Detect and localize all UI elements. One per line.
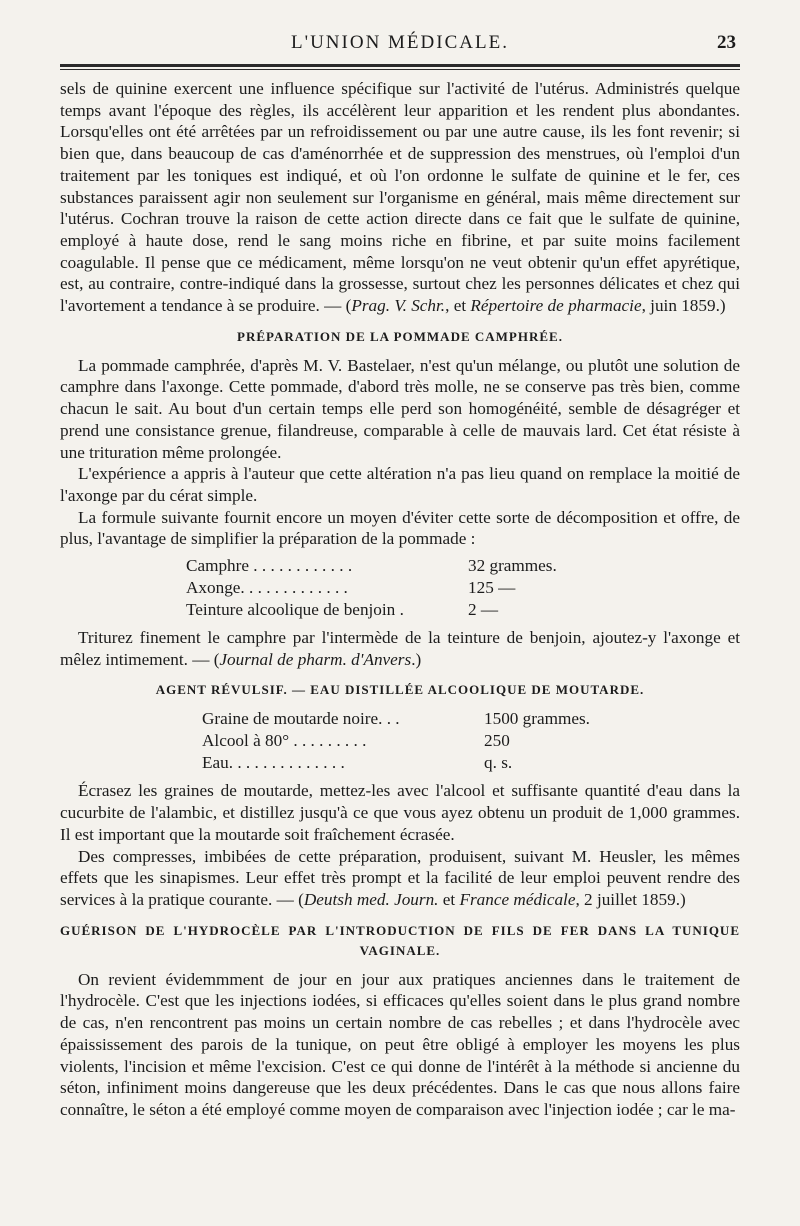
citation-source: Répertoire de pharmacie bbox=[470, 296, 642, 316]
paragraph-text: sels de quinine exercent une influence spécifique sur l'activité de l'utérus. Administrés quelque temps avant l'époque des règles, ils accélèrent leur apparition et les rendent plus abondantes. Lorsqu'elles ont été arrêtées par un refroidissement ou par une autre cause, ils les font revenir; si bien que, dans beaucoup de cas d'aménorrhée et de suppression des menstrues, où l'emploi d'un traitement par les toniques est indiqué, et où l'on ordonne le sulfate de quinine et le fer, ces substances paraissent agir non seulement sur l'organisme en général, mais même directement sur l'utérus. Cochran trouve la raison de cette action directe dans ce fait que le sulfate de quinine, employé à haute dose, rend le sang moins riche en fibrine, et par suite moins facilement coagulable. Il pense que ce médicament, même lorsqu'on ne veut obtenir qu'un effet apyrétique, est, au contraire, contre-indiqué dans la grossesse, surtout chez les personnes délicates et chez qui l'avortement a tendance à se produire. — ( bbox=[60, 79, 740, 316]
paragraph-text: , juin 1859.) bbox=[641, 296, 726, 316]
recipe-quantity: 32 grammes. bbox=[468, 556, 557, 576]
recipe-moutarde bbox=[60, 708, 740, 774]
running-title: L'UNION MÉDICALE. bbox=[291, 32, 509, 53]
recipe-ingredient: Camphre . . . . . . . . . . . . bbox=[186, 556, 353, 576]
section-title-revulsif: AGENT RÉVULSIF. — EAU DISTILLÉE ALCOOLIQUE DE MOUTARDE. bbox=[155, 682, 645, 698]
section-title-hydrocele: GUÉRISON DE L'HYDROCÈLE PAR L'INTRODUCTION DE FILS DE FER DANS LA TUNIQUE VAGINALE. bbox=[60, 922, 740, 958]
paragraph-text: , 2 juillet 1859.) bbox=[575, 889, 686, 909]
citation-source: Journal de pharm. d'Anvers bbox=[219, 649, 412, 669]
section-title-pommade: PRÉPARATION DE LA POMMADE CAMPHRÉE. bbox=[237, 328, 563, 344]
paragraph-pommade: La pommade camphrée, d'après M. V. Bastelaer, n'est qu'un mélange, ou plutôt une solution de camphre dans l'axonge. Cette pommade, d'abord très molle, ne se conserve pas très bien, comme chacun le sait. Au bout d'un certain temps elle perd son homogénéité, semble de désagréger et prend une consistance grenue, filandreuse, comparable à celle de mauvais lard. Cet état résiste à une trituration même prolongée. bbox=[60, 355, 740, 462]
recipe-ingredient: Graine de moutarde noire. . . bbox=[202, 709, 400, 729]
recipe-row bbox=[60, 752, 740, 774]
recipe-row bbox=[60, 577, 740, 599]
citation-source: Deutsh med. Journ. bbox=[303, 889, 439, 909]
paragraph-text: et bbox=[438, 889, 460, 909]
recipe-pommade bbox=[60, 555, 740, 621]
paragraph-quinine bbox=[60, 78, 740, 317]
recipe-row bbox=[60, 599, 740, 621]
paragraph-hydrocele: On revient évidemmment de jour en jour aux pratiques anciennes dans le traitement de l'hydrocèle. C'est que les injections iodées, si efficaces qu'elles soient dans le plus grand nombre de cas, n'en rencontrent pas moins un certain nombre de cas rebelles ; et dans l'hydrocèle avec épaississement des parois de la tunique, on peut être obligé à employer les moyens les plus violents, l'incision et même l'excision. C'est ce qui donne de l'intérêt à la méthode si ancienne du séton, infiniment moins dangereuse que les deux précédentes. Dans le cas que nous allons faire connaître, le séton a été employé comme moyen de comparaison avec l'injection iodée ; car le ma- bbox=[60, 969, 740, 1119]
recipe-quantity: 125 — bbox=[468, 578, 516, 598]
paragraph-ecrasez: Écrasez les graines de moutarde, mettez-les avec l'alcool et suffisante quantité d'eau dans la cucurbite de l'alambic, et distillez jusqu'à ce que vous ayez obtenu un produit de 1,000 grammes. Il est important que la moutarde soit fraîchement écrasée. bbox=[60, 781, 740, 844]
recipe-row bbox=[60, 730, 740, 752]
recipe-ingredient: Axonge. . . . . . . . . . . . . bbox=[186, 578, 348, 598]
paragraph-experience: L'expérience a appris à l'auteur que cette altération n'a pas lieu quand on remplace la moitié de l'axonge par du cérat simple. bbox=[60, 464, 740, 505]
recipe-ingredient: Eau. . . . . . . . . . . . . . bbox=[202, 753, 345, 773]
citation-source: France médicale bbox=[459, 889, 576, 909]
paragraph-compresses bbox=[60, 846, 740, 911]
recipe-quantity: q. s. bbox=[484, 753, 513, 773]
article-body bbox=[60, 78, 740, 1121]
header-rule bbox=[60, 64, 740, 70]
recipe-quantity: 1500 grammes. bbox=[484, 709, 590, 729]
recipe-ingredient: Teinture alcoolique de benjoin . bbox=[186, 600, 404, 620]
paragraph-text: .) bbox=[411, 649, 422, 669]
recipe-row bbox=[60, 708, 740, 730]
paragraph-formule: La formule suivante fournit encore un moyen d'éviter cette sorte de décomposition et offre, de plus, l'avantage de simplifier la préparation de la pommade : bbox=[60, 507, 740, 549]
paragraph-triturez bbox=[60, 627, 740, 670]
paragraph-text: , et bbox=[445, 296, 471, 316]
page-header bbox=[60, 28, 740, 54]
paragraph-text: Des compresses, imbibées de cette préparation, produisent, suivant M. Heusler, les mêmes effets que les sinapismes. Leur effet très prompt et la facilité de leur emploi peuvent rendre des services à la pratique courante. — ( bbox=[60, 846, 740, 909]
recipe-row bbox=[60, 555, 740, 577]
page-number: 23 bbox=[717, 32, 736, 53]
recipe-quantity: 250 bbox=[484, 731, 510, 751]
citation-source: Prag. V. Schr. bbox=[351, 296, 446, 316]
recipe-quantity: 2 — bbox=[468, 600, 499, 620]
paragraph-text: Triturez finement le camphre par l'intermède de la teinture de benjoin, ajoutez-y l'axonge et mêlez intimement. — ( bbox=[60, 628, 740, 669]
recipe-ingredient: Alcool à 80° . . . . . . . . . bbox=[202, 731, 367, 751]
